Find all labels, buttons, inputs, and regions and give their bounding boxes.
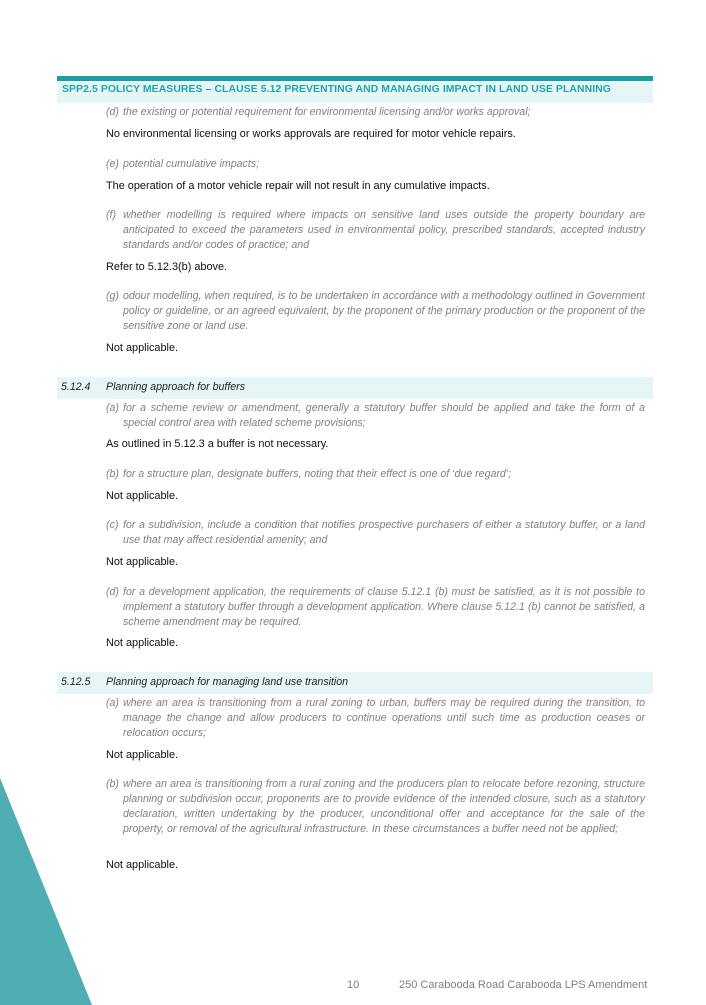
clause-item-g [106, 289, 645, 334]
clause-item-b [106, 777, 645, 837]
clause-item-d [106, 585, 645, 630]
response-text: No environmental licensing or works approvals are required for motor vehicle repairs. [106, 128, 516, 140]
item-text: for a structure plan, designate buffers, noting that their effect is one of ‘due regard’; [123, 468, 512, 480]
response-text: Not applicable. [106, 637, 179, 649]
clause-item-e [106, 157, 645, 172]
response-text: Not applicable. [106, 342, 179, 354]
section-number: 5.12.5 [61, 676, 91, 688]
policy-header-title: SPP2.5 POLICY MEASURES – CLAUSE 5.12 PREVENTING AND MANAGING IMPACT IN LAND USE PLANNING [62, 84, 611, 95]
item-text: for a development application, the requirements of clause 5.12.1 (b) must be satisfied, as it is not possible to implement a statutory buffer through a development application. Where clause 5.12.1 (b) cannot be satisfied, a scheme amendment may be required. [123, 586, 645, 628]
response-text: Not applicable. [106, 490, 179, 502]
item-text: whether modelling is required where impacts on sensitive land uses outside the property boundary are anticipated to exceed the parameters used in environmental policy, prescribed standards, accepted industry standards and/or codes of practice; and [123, 209, 645, 251]
response-text: The operation of a motor vehicle repair will not result in any cumulative impacts. [106, 180, 490, 192]
item-label: (d) [106, 586, 119, 598]
item-label: (f) [106, 209, 116, 221]
item-text: the existing or potential requirement for environmental licensing and/or works approval; [123, 106, 531, 118]
response-text: As outlined in 5.12.3 a buffer is not necessary. [106, 438, 329, 450]
item-label: (c) [106, 519, 119, 531]
response-text: Not applicable. [106, 556, 179, 568]
item-text: where an area is transitioning from a rural zoning to urban, buffers may be required during the transition, to manage the change and allow producers to continue operations until such time as production ceases or relocation occurs; [123, 697, 645, 739]
page-number: 10 [347, 979, 360, 991]
item-label: (a) [106, 402, 119, 414]
item-text: potential cumulative impacts; [123, 158, 260, 170]
item-label: (b) [106, 468, 119, 480]
policy-header [57, 81, 653, 103]
section-heading-5-12-5 [57, 672, 653, 694]
item-label: (d) [106, 106, 119, 118]
item-text: where an area is transitioning from a rural zoning and the producers plan to relocate before rezoning, structure planning or subdivision occur, proponents are to provide evidence of the intended closure, such as a statutory declaration, written undertaking by the producer, unconditional offer and acceptance for the sale of the property, or removal of the agricultural infrastructure. In these circumstances a buffer need not be applied; [123, 778, 645, 835]
footer-document-title: 250 Carabooda Road Carabooda LPS Amendment [399, 979, 648, 991]
item-label: (g) [106, 290, 119, 302]
clause-item-d [106, 105, 645, 120]
clause-item-a [106, 696, 645, 741]
clause-item-f [106, 208, 645, 253]
item-text: for a subdivision, include a condition that notifies prospective purchasers of either a statutory buffer, or a land use that may affect residential amenity; and [123, 519, 645, 546]
section-title: Planning approach for managing land use transition [106, 676, 349, 688]
item-label: (a) [106, 697, 119, 709]
response-text: Not applicable. [106, 859, 179, 871]
section-number: 5.12.4 [61, 381, 91, 393]
item-label: (e) [106, 158, 119, 170]
clause-item-b [106, 467, 645, 482]
section-title: Planning approach for buffers [106, 381, 245, 393]
response-text: Refer to 5.12.3(b) above. [106, 261, 228, 273]
clause-item-a [106, 401, 645, 431]
item-label: (b) [106, 778, 119, 790]
item-text: for a scheme review or amendment, generally a statutory buffer should be applied and take the form of a special control area with related scheme provisions; [123, 402, 645, 429]
section-heading-5-12-4 [57, 377, 653, 399]
clause-item-c [106, 518, 645, 548]
item-text: odour modelling, when required, is to be undertaken in accordance with a methodology outlined in Government policy or guideline, or an agreed equivalent, by the proponent of the primary production or the proponent of the sensitive zone or land use. [123, 290, 645, 332]
response-text: Not applicable. [106, 749, 179, 761]
